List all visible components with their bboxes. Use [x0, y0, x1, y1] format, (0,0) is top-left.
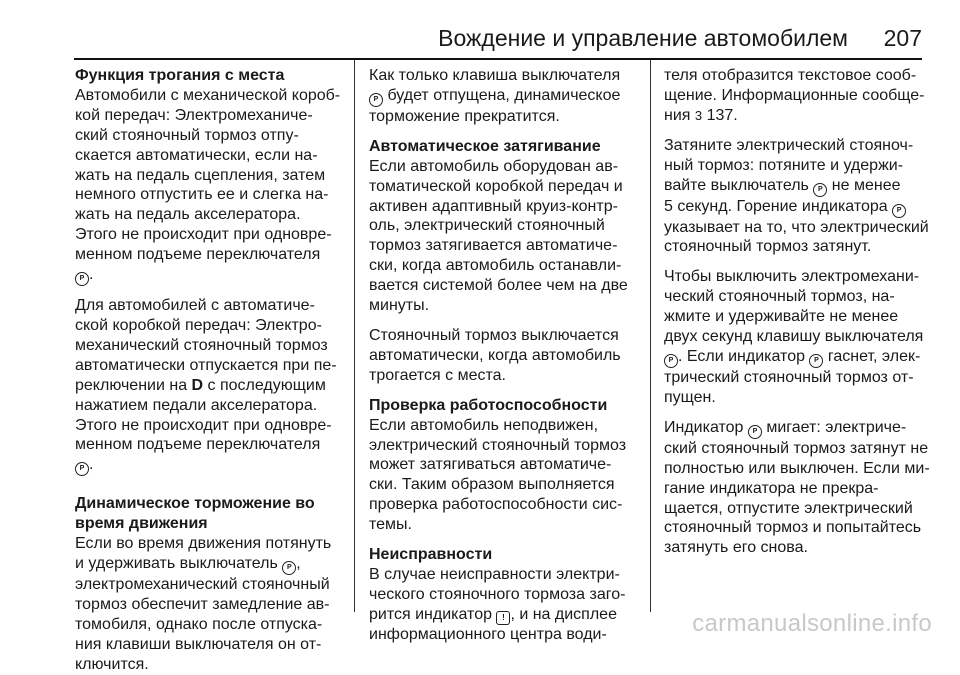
parking-brake-indicator-icon: [892, 204, 906, 218]
paragraph-release-brake: Чтобы выключить электромехани- ческий стояночный тормоз, на- жмите и удерживайте не менее двух секунд клавишу выключателя P. Если индикатор P гаснет, элек- трический стояночный тормоз от- пущен.: [664, 267, 928, 407]
paragraph-release-switch: Как только клавиша выключателя P будет отпущена, динамическое торможение прекратится.: [369, 66, 645, 127]
paragraph-manual-gearbox: Автомобили с механической короб- кой передач: Электромеханиче- ский стояночный тормоз отпу- скается автоматически, если на- жать на педаль сцепления, затем немного отпустить ее и слегка на- жать на педаль акселератора. Этого не происходит при одновре- менном подъеме переключателя P.: [75, 86, 343, 286]
watermark: carmanualsonline.info: [692, 610, 932, 637]
page-number: 207: [883, 25, 922, 51]
paragraph-auto-apply: Если автомобиль оборудован ав- томатической коробкой передач и активен адаптивный круиз-контр- оль, электрический стояночный тормоз затягивается автоматиче- ски, когда автомобиль останавли- вается системой более чем на две минуты.: [369, 157, 628, 315]
brake-fault-indicator-icon: [496, 611, 510, 625]
paragraph-function-check: Если автомобиль неподвижен, электрический стояночный тормоз может затягиваться автоматиче- ски. Таким образом выполняется проверка работоспособности сис- темы.: [369, 416, 627, 534]
heading-start-function: Функция трогания с места: [75, 67, 285, 84]
paragraph-malfunctions: В случае неисправности электри- ческого стояночного тормоза заго- рится индикатор !, и на дисплее информационного центра води-: [369, 565, 645, 645]
heading-auto-apply: Автоматическое затягивание: [369, 137, 601, 155]
parking-brake-switch-icon: [664, 354, 678, 368]
paragraph-indicator-flashing: Индикатор P мигает: электриче- ский стояночный тормоз затянут не полностью или выключен. Если ми- гание индикатора не прекра- щается, отпустите электрический стояночный тормоз и попытайтесь затянуть его снова.: [664, 418, 928, 558]
paragraph-auto-release: Стояночный тормоз выключается автоматически, когда автомобиль трогается с места.: [369, 326, 621, 384]
column-3: [664, 66, 928, 558]
page-title: Вождение и управление автомобилем: [438, 25, 848, 51]
gear-d-label: D: [191, 376, 204, 394]
header-rule: [74, 58, 922, 60]
column-2: [369, 66, 645, 645]
parking-brake-switch-icon: [369, 93, 383, 107]
parking-brake-switch-icon: [75, 462, 89, 476]
paragraph-dynamic-braking: Если во время движения потянуть и удерживать выключатель P, электромеханический стояночный тормоз обеспечит замедление ав- томобиля, однако после отпуска- ния клавиши выключателя он от- ключится.: [75, 534, 343, 674]
parking-brake-switch-icon: [282, 561, 296, 575]
parking-brake-indicator-icon: [809, 354, 823, 368]
paragraph-automatic-gearbox: Для автомобилей с автоматиче- ской коробкой передач: Электро- механический стояночный тормоз автоматически отпускается при пе- реключении на D с последующим нажатием педали акселератора. Этого не происходит при одновре- менном подъеме переключателя P.: [75, 296, 343, 476]
paragraph-driver-info-message: теля отобразится текстовое сооб- щение. Информационные сообще- ния 3 137.: [664, 67, 925, 124]
parking-brake-indicator-icon: [748, 425, 762, 439]
heading-dynamic-braking: Динамическое торможение во: [75, 495, 315, 513]
page-reference-arrow-icon[interactable]: 3: [694, 107, 703, 123]
column-divider-2: [650, 60, 651, 612]
heading-malfunctions: Неисправности: [369, 546, 493, 564]
column-1: Функция трогания с места Автомобили с механической короб- кой передач: Электромеханиче- ский стояночный тормоз отпу- скается автоматически, если на- жать на педаль сцепления, затем немного отпустить ее и слегка на- жать на педаль акселератора. Этого не происходит при одновре- менном подъеме переключателя P. Для автомобилей с автоматиче- ской коробкой передач: Электро- механический стояночный тормоз автоматически отпускается при пе- реключении на D с последующим нажатием педали акселератора. Этого не происходит при одновре- менном подъеме переключателя P. Динамическое торможение во время движения Если во время движения потянуть и удерживать выключатель P, электромеханический стояночный тормоз обеспечит замедление ав- томобиля, однако после отпуска- ния клавиши выключателя он от- ключится.: [75, 66, 343, 675]
heading-function-check: Проверка работоспособности: [369, 396, 608, 414]
column-divider-1: [354, 60, 355, 612]
paragraph-apply-brake: Затяните электрический стояноч- ный тормоз: потяните и удержи- вайте выключатель P не менее 5 секунд. Горение индикатора P указывает на то, что электрический стояночный тормоз затянут.: [664, 136, 928, 258]
parking-brake-switch-icon: [813, 183, 827, 197]
page-header: [0, 0, 960, 54]
parking-brake-switch-icon: [75, 272, 89, 286]
